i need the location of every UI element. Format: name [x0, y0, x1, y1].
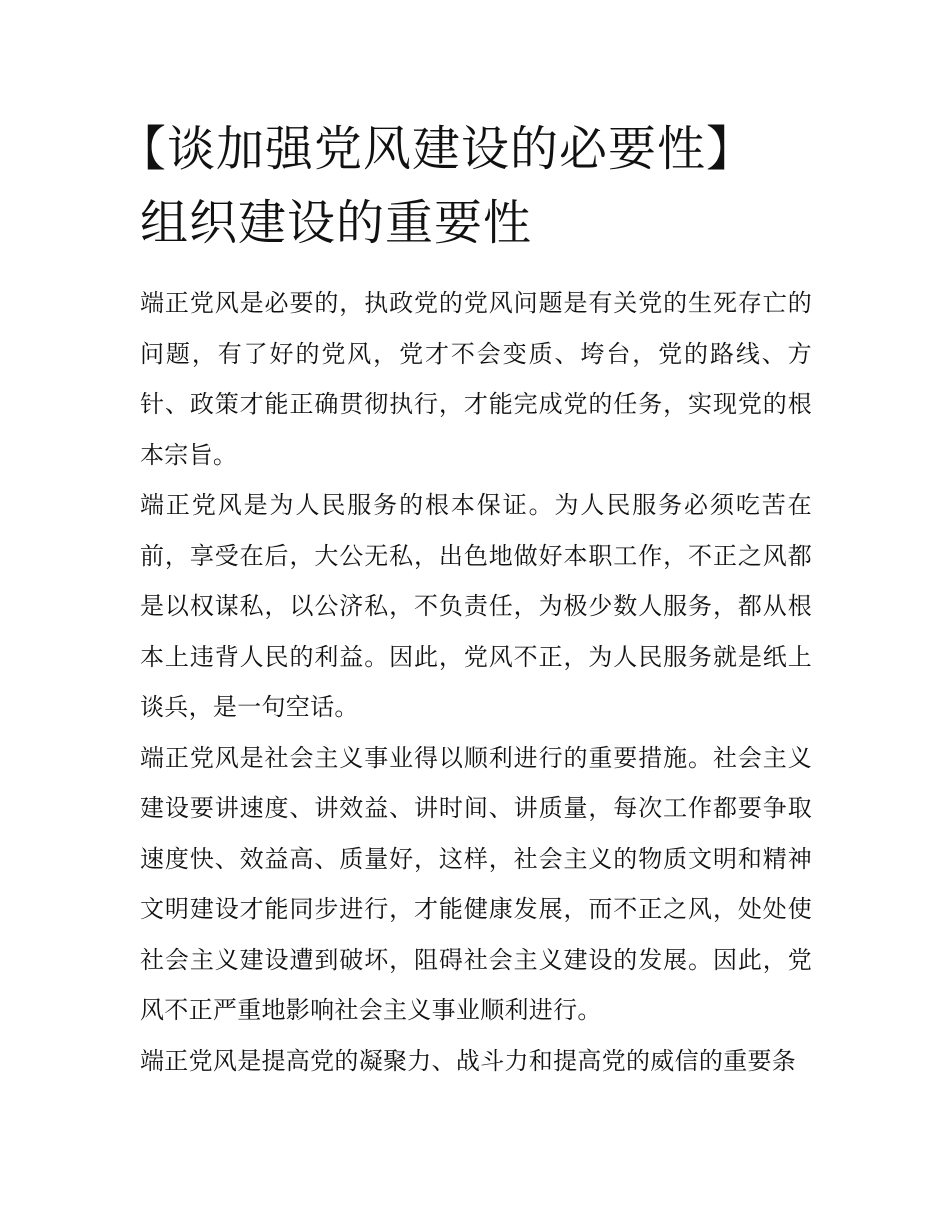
- document-page: [118, 112, 812, 1086]
- paragraph-3: 端正党风是社会主义事业得以顺利进行的重要措施。社会主义建设要讲速度、讲效益、讲时间、讲质量，每次工作都要争取速度快、效益高、质量好，这样，社会主义的物质文明和精神文明建设才能同步进行，才能健康发展，而不正之风，处处使社会主义建设遭到破坏，阻碍社会主义建设的发展。因此，党风不正严重地影响社会主义事业顺利进行。: [140, 743, 812, 1024]
- title-line-1: 【谈加强党风建设的必要性】: [118, 121, 756, 177]
- paragraph-1: 端正党风是必要的，执政党的党风问题是有关党的生死存亡的问题，有了好的党风，党才不会变质、垮台，党的路线、方针、政策才能正确贯彻执行，才能完成党的任务，实现党的根本宗旨。: [140, 289, 812, 469]
- paragraph-2: 端正党风是为人民服务的根本保证。为人民服务必须吃苦在前，享受在后，大公无私，出色地做好本职工作，不正之风都是以权谋私，以公济私，不负责任，为极少数人服务，都从根本上违背人民的利益。因此，党风不正，为人民服务就是纸上谈兵，是一句空话。: [140, 491, 812, 721]
- document-title: [118, 112, 812, 260]
- title-line-2: 组织建设的重要性: [140, 195, 533, 251]
- paragraph-4: 端正党风是提高党的凝聚力、战斗力和提高党的威信的重要条: [140, 1046, 797, 1075]
